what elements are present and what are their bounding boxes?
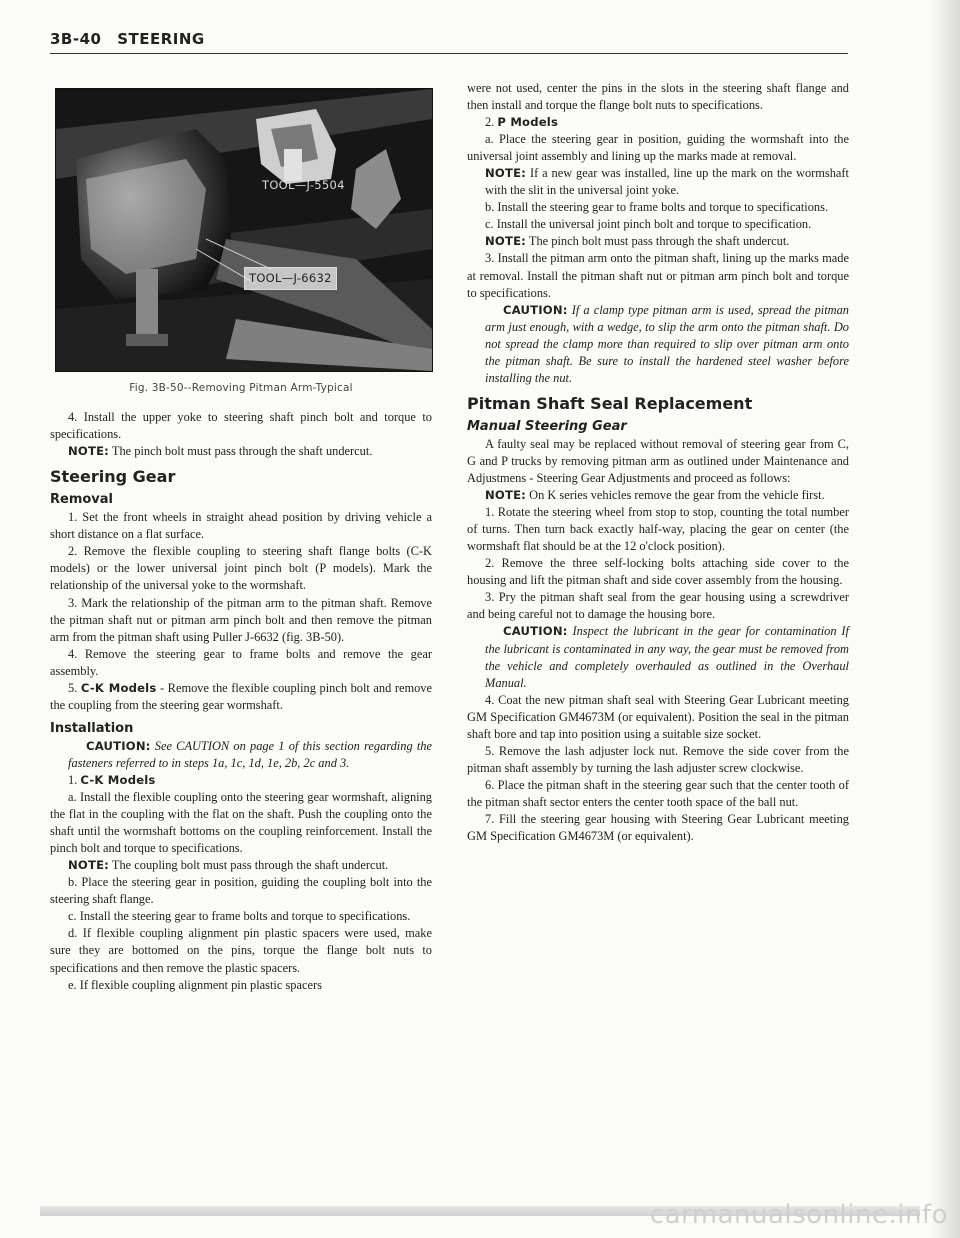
note-label: NOTE:	[485, 166, 527, 181]
caution-label: CAUTION:	[86, 738, 151, 753]
note-text: The pinch bolt must pass through the shaft undercut.	[526, 234, 790, 249]
model-label: C-K Models	[80, 772, 156, 787]
removal-step-5	[50, 680, 432, 714]
caution-label: CAUTION:	[503, 302, 568, 317]
seal-step-5: 5. Remove the lash adjuster lock nut. Remove the side cover from the pitman shaft assembly by turning the lash adjuster screw clockwise.	[467, 743, 849, 775]
caution-text: See CAUTION on page 1 of this section regarding the fasteners referred to in steps 1a, 1c, 1d, 1e, 2b, 2c and 3.	[68, 738, 432, 770]
section-title: STEERING	[117, 30, 205, 48]
seal-step-2: 2. Remove the three self-locking bolts attaching side cover to the housing and lift the pitman shaft and side cover assembly from the housing.	[467, 556, 849, 588]
note-label: NOTE:	[68, 858, 110, 873]
seal-step-7: 7. Fill the steering gear housing with Steering Gear Lubricant meeting GM Specification GM4673M (or equivalent).	[467, 811, 849, 844]
install-step-1b: b. Place the steering gear in position, guiding the coupling bolt into the steering shaft flange.	[50, 875, 432, 907]
note-text: If a new gear was installed, line up the mark on the wormshaft with the slit in the universal joint yoke.	[485, 166, 849, 198]
install-step-1e: e. If flexible coupling alignment pin plastic spacers	[68, 977, 322, 992]
removal-step-4: 4. Remove the steering gear to frame bolts and remove the gear assembly.	[50, 646, 432, 678]
right-column	[467, 80, 849, 845]
heading-manual-steering-gear: Manual Steering Gear	[467, 418, 627, 434]
note-label: NOTE:	[485, 488, 527, 503]
caution-label: CAUTION:	[503, 624, 568, 639]
figure-caption: Fig. 3B-50--Removing Pitman Arm-Typical	[129, 382, 353, 394]
pitman-puller-illustration	[56, 89, 432, 371]
removal-step-2: 2. Remove the flexible coupling to steering shaft flange bolts (C-K models) or the lower universal joint pinch bolt (P models). Mark the relationship of the universal yoke to the wormshaft.	[50, 544, 432, 593]
step-number: 2.	[485, 115, 498, 130]
figure-photo	[55, 88, 433, 372]
seal-intro: A faulty seal may be replaced without removal of steering gear from C, G and P trucks by removing pitman arm as outlined under Maintenance and Adjustmens - Steering Gear Adjustments and proceed as follows:	[467, 436, 849, 486]
install-step-1d: d. If flexible coupling alignment pin plastic spacers were used, make sure they are bottomed on the pins, torque the flange bolt nuts to specifications and then remove the plastic spacers.	[50, 926, 432, 975]
heading-removal: Removal	[50, 492, 114, 508]
para-install-yoke: 4. Install the upper yoke to steering shaft pinch bolt and torque to specifications.	[50, 410, 432, 442]
note-label: NOTE:	[485, 234, 527, 249]
install-step-1c: c. Install the steering gear to frame bolts and torque to specifications.	[68, 909, 411, 924]
caution-fasteners	[50, 738, 432, 772]
left-column	[50, 80, 432, 994]
heading-steering-gear: Steering Gear	[50, 467, 176, 487]
watermark: carmanualsonline.info	[649, 1200, 948, 1230]
seal-step-4: 4. Coat the new pitman shaft seal with Steering Gear Lubricant meeting GM Specification GM4673M (or equivalent). Position the seal in the pitman shaft bore and tap into position using a suitable size socket.	[467, 692, 849, 741]
step-number: 5.	[68, 680, 81, 695]
seal-step-1: 1. Rotate the steering wheel from stop to stop, counting the total number of turns. Then turn back exactly half-way, placing the gear on center (the wormshaft flat should be at the 12 o'clock position).	[467, 505, 849, 554]
caution-text: Inspect the lubricant in the gear for contamination If the lubricant is contaminated in any way, the gear must be removed from the vehicle and completely overhauled as outlined in the Overhaul Manual.	[485, 624, 849, 690]
caution-lubricant	[467, 623, 849, 691]
tool-label-j5504: TOOL—J-5504	[262, 178, 345, 192]
note-coupling-bolt	[50, 857, 432, 874]
install-step-1	[50, 772, 432, 789]
model-label: P Models	[497, 115, 559, 130]
heading-installation: Installation	[50, 720, 134, 736]
note-new-gear	[467, 165, 849, 199]
note-text: The pinch bolt must pass through the shaft undercut.	[109, 444, 373, 459]
seal-step-6: 6. Place the pitman shaft in the steering gear such that the center tooth of the pitman shaft sector enters the center tooth space of the ball nut.	[467, 777, 849, 809]
caution-text: If a clamp type pitman arm is used, spread the pitman arm just enough, with a wedge, to slip the arm onto the pitman shaft. Do not spread the clamp more than required to slip over pitman arm onto the pitman shaft. Be sure to install the hardened steel washer before installing the nut.	[485, 302, 849, 385]
note-text: On K series vehicles remove the gear from the vehicle first.	[526, 488, 825, 503]
install-step-2c: c. Install the universal joint pinch bolt and torque to specification.	[485, 217, 812, 232]
removal-step-1: 1. Set the front wheels in straight ahead position by driving vehicle a short distance on a flat surface.	[50, 510, 432, 542]
heading-pitman-seal: Pitman Shaft Seal Replacement	[467, 393, 753, 413]
page-edge-shade	[930, 0, 960, 1238]
seal-step-3: 3. Pry the pitman shaft seal from the gear housing using a screwdriver and being careful not to damage the housing bore.	[467, 590, 849, 622]
tool-label-j6632: TOOL—J-6632	[244, 267, 337, 290]
model-label: C-K Models	[80, 680, 157, 695]
step-number: 1.	[68, 772, 81, 787]
section-number: 3B-40	[50, 30, 102, 48]
caution-clamp-type	[467, 302, 849, 387]
note-label: NOTE:	[68, 444, 110, 459]
note-pinch-bolt	[50, 443, 432, 460]
step-text: - Remove the flexible coupling pinch bolt and remove the coupling from the steering gear wormshaft.	[50, 680, 432, 712]
install-step-3: 3. Install the pitman arm onto the pitman shaft, lining up the marks made at removal. Install the pitman shaft nut or pitman arm pinch bolt and torque to specifications.	[467, 251, 849, 300]
note-text: The coupling bolt must pass through the shaft undercut.	[109, 858, 389, 873]
install-step-2	[467, 114, 849, 131]
install-step-2b: b. Install the steering gear to frame bolts and torque to specifications.	[485, 200, 829, 215]
install-step-2a: a. Place the steering gear in position, guiding the wormshaft into the universal joint assembly and lining up the marks made at removal.	[467, 132, 849, 164]
removal-step-3: 3. Mark the relationship of the pitman arm to the pitman shaft. Remove the pitman shaft nut or pitman arm pinch bolt and then remove the pitman arm from the pitman shaft using Puller J-6632 (fig. 3B-50).	[50, 595, 432, 644]
note-k-series	[467, 487, 849, 504]
page-header	[50, 30, 848, 54]
note-pinch-bolt-2	[467, 233, 849, 250]
install-step-1a: a. Install the flexible coupling onto the steering gear wormshaft, aligning the flat in the coupling with the flat on the shaft. Push the coupling onto the shaft until the wormshaft bottoms on the coupling reinforcement. Install the pinch bolt and torque to specifications.	[50, 790, 432, 856]
para-continued: were not used, center the pins in the slots in the steering shaft flange and then install and torque the flange bolt nuts to specifications.	[467, 81, 849, 113]
